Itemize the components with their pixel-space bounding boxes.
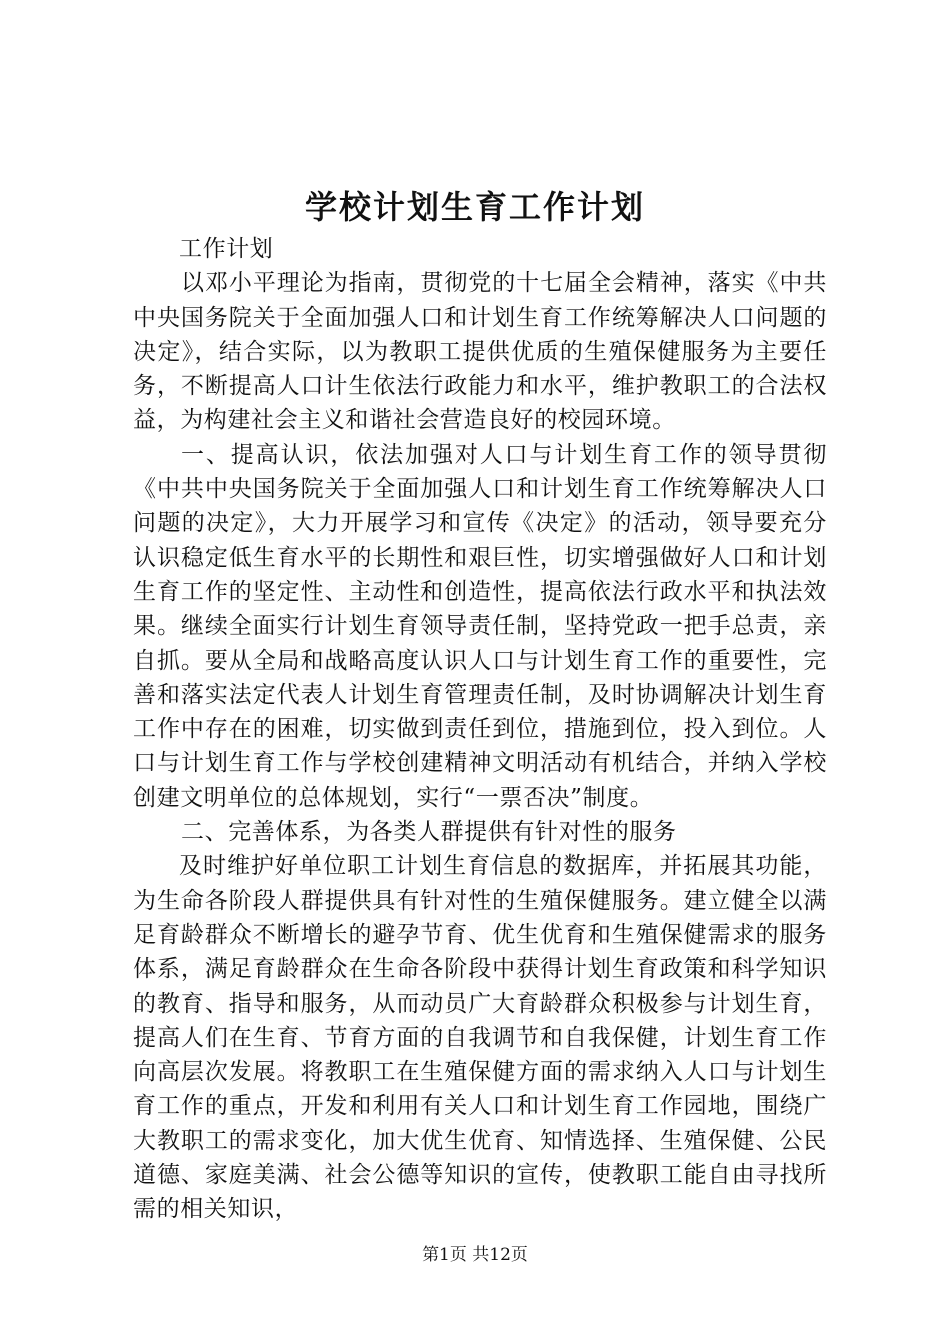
document-body: [133, 232, 827, 1227]
intro-paragraph: 以邓小平理论为指南，贯彻党的十七届全会精神，落实《中共中央国务院关于全面加强人口和计划生育工作统筹解决人口问题的决定》，结合实际，以为教职工提供优质的生殖保健服务为主要任务，不断提高人口计生依法行政能力和水平，维护教职工的合法权益，为构建社会主义和谐社会营造良好的校园环境。: [133, 270, 827, 434]
page-title: 学校计划生育工作计划: [304, 188, 645, 226]
page-number-footer: 第1页 共12页: [422, 1245, 528, 1265]
section-two-paragraph: 及时维护好单位职工计划生育信息的数据库，并拓展其功能，为生命各阶段人群提供具有针对性的生殖保健服务。建立健全以满足育龄群众不断增长的避孕节育、优生优育和生殖保健需求的服务体系，满足育龄群众在生命各阶段中获得计划生育政策和科学知识的教育、指导和服务，从而动员广大育龄群众积极参与计划生育，提高人们在生育、节育方面的自我调节和自我保健，计划生育工作向高层次发展。将教职工在生殖保健方面的需求纳入人口与计划生育工作的重点，开发和利用有关人口和计划生育工作园地，围绕广大教职工的需求变化，加大优生优育、知情选择、生殖保健、公民道德、家庭美满、社会公德等知识的宣传，使教职工能自由寻找所需的相关知识，: [133, 853, 827, 1223]
section-one-paragraph: 一、提高认识，依法加强对人口与计划生育工作的领导贯彻《中共中央国务院关于全面加强人口和计划生育工作统筹解决人口问题的决定》，大力开展学习和宣传《决定》的活动，领导要充分认识稳定低生育水平的长期性和艰巨性，切实增强做好人口和计划生育工作的坚定性、主动性和创造性，提高依法行政水平和执法效果。继续全面实行计划生育领导责任制，坚持党政一把手总责，亲自抓。要从全局和战略高度认识人口与计划生育工作的重要性，完善和落实法定代表人计划生育管理责任制，及时协调解决计划生育工作中存在的困难，切实做到责任到位，措施到位，投入到位。人口与计划生育工作与学校创建精神文明活动有机结合，并纳入学校创建文明单位的总体规划，实行“一票否决”制度。: [133, 441, 827, 811]
section-label: 工作计划: [179, 236, 274, 262]
section-two-heading: 二、完善体系，为各类人群提供有针对性的服务: [181, 819, 677, 846]
